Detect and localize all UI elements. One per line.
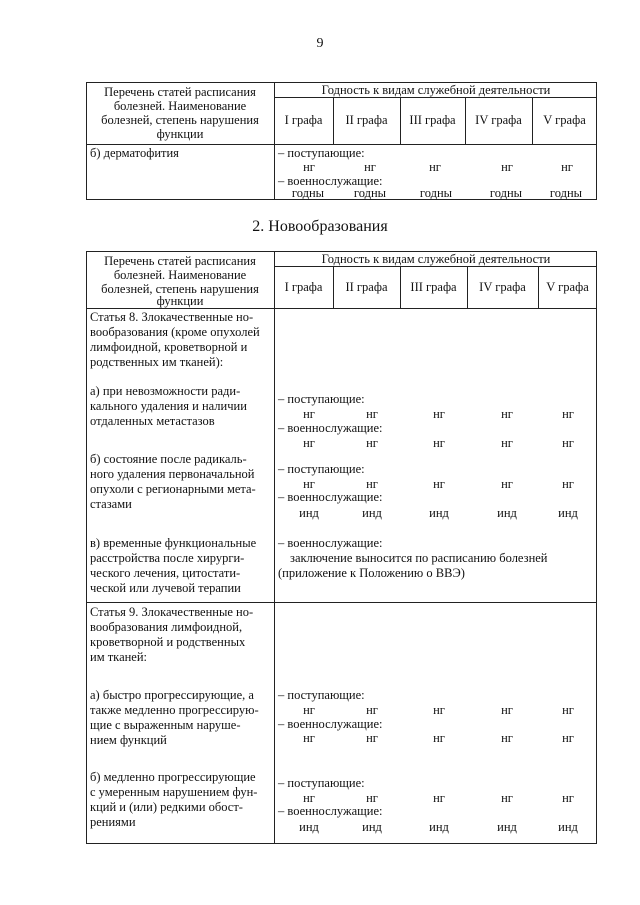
column-header-1: I графа	[284, 113, 323, 127]
note-line: (приложение к Положению о ВВЭ)	[278, 566, 465, 580]
value-cell: инд	[429, 506, 449, 520]
article-line: кроветворной и родственных	[90, 635, 246, 649]
value-cell: нг	[501, 160, 513, 174]
article-divider	[86, 602, 597, 603]
applicants-label: – поступающие:	[278, 392, 365, 406]
disease-name: б) дерматофития	[90, 146, 179, 160]
column-divider	[274, 82, 275, 200]
note-line: заключение выносится по расписанию болезней	[290, 551, 548, 565]
value-cell: нг	[561, 160, 573, 174]
servicemen-label: – военнослужащие:	[278, 490, 383, 504]
row-line: опухоли с регионарными мета-	[90, 482, 256, 496]
value-cell: инд	[299, 820, 319, 834]
value-cell: нг	[562, 477, 574, 491]
value-cell: инд	[558, 506, 578, 520]
list-header-line: болезней, степень нарушения	[101, 113, 259, 127]
row-line: с умеренным нарушением фун-	[90, 785, 258, 799]
column-header-5: V графа	[546, 280, 589, 294]
column-divider	[274, 251, 275, 844]
row-line: также медленно прогрессирую-	[90, 703, 259, 717]
servicemen-label: – военнослужащие:	[278, 717, 383, 731]
article-line: лимфоидной, кроветворной и	[90, 340, 248, 354]
value-cell: нг	[501, 477, 513, 491]
value-cell: годны	[419, 186, 453, 200]
value-cell: нг	[562, 791, 574, 805]
column-header-4: IV графа	[475, 113, 522, 127]
row-line: нием функций	[90, 733, 167, 747]
value-cell: нг	[562, 703, 574, 717]
value-cell: нг	[562, 407, 574, 421]
row-line: ческой или лучевой терапии	[90, 581, 241, 595]
column-header-4: IV графа	[479, 280, 526, 294]
list-header-line: Перечень статей расписания	[104, 85, 256, 99]
value-cell: нг	[433, 407, 445, 421]
row-line: а) при невозможности ради-	[90, 384, 241, 398]
value-cell: нг	[501, 731, 513, 745]
column-header-3: III графа	[409, 113, 456, 127]
row-line: стазами	[90, 497, 132, 511]
applicants-label: – поступающие:	[278, 462, 365, 476]
value-cell: нг	[303, 407, 315, 421]
value-cell: годны	[549, 186, 583, 200]
applicants-label: – поступающие:	[278, 776, 365, 790]
row-line: б) состояние после радикаль-	[90, 452, 247, 466]
value-cell: нг	[429, 160, 441, 174]
value-cell: нг	[303, 436, 315, 450]
value-cell: нг	[562, 436, 574, 450]
list-header-line: функции	[156, 127, 204, 141]
value-cell: инд	[299, 506, 319, 520]
row-line: расстройства после хирурги-	[90, 551, 245, 565]
row-line: кального удаления и наличии	[90, 399, 247, 413]
header-bottom-line	[86, 144, 597, 145]
value-cell: инд	[362, 820, 382, 834]
value-cell: нг	[366, 703, 378, 717]
list-header-line: функции	[156, 294, 204, 308]
value-cell: инд	[497, 506, 517, 520]
list-header-line: Перечень статей расписания	[104, 254, 256, 268]
value-cell: нг	[562, 731, 574, 745]
value-cell: инд	[497, 820, 517, 834]
value-cell: нг	[433, 731, 445, 745]
value-cell: нг	[303, 791, 315, 805]
value-cell: нг	[366, 791, 378, 805]
article-line: вообразования (кроме опухолей	[90, 325, 260, 339]
row-line: в) временные функциональные	[90, 536, 257, 550]
value-cell: нг	[501, 436, 513, 450]
value-cell: нг	[366, 731, 378, 745]
list-header-line: болезней. Наименование	[113, 268, 247, 282]
value-cell: инд	[362, 506, 382, 520]
value-cell: нг	[433, 703, 445, 717]
value-cell: нг	[303, 731, 315, 745]
servicemen-label: – военнослужащие:	[278, 804, 383, 818]
article-line: вообразования лимфоидной,	[90, 620, 243, 634]
servicemen-label: – военнослужащие:	[278, 174, 383, 188]
page-number: 9	[316, 36, 324, 51]
value-cell: нг	[501, 407, 513, 421]
column-header-3: III графа	[410, 280, 457, 294]
value-cell: нг	[364, 160, 376, 174]
article-line: им тканей:	[90, 650, 148, 664]
column-header-5: V графа	[543, 113, 586, 127]
column-header-2: II графа	[345, 113, 388, 127]
row-line: кций и (или) редкими обост-	[90, 800, 243, 814]
servicemen-label: – военнослужащие:	[278, 421, 383, 435]
list-header-line: болезней. Наименование	[113, 99, 247, 113]
value-cell: нг	[366, 477, 378, 491]
column-header-1: I графа	[284, 280, 323, 294]
servicemen-label: – военнослужащие:	[278, 536, 383, 550]
value-cell: годны	[353, 186, 387, 200]
value-cell: инд	[558, 820, 578, 834]
article-line: Статья 8. Злокачественные но-	[90, 310, 254, 324]
applicants-label: – поступающие:	[278, 688, 365, 702]
value-cell: нг	[433, 791, 445, 805]
value-cell: нг	[433, 436, 445, 450]
value-cell: годны	[291, 186, 325, 200]
value-cell: нг	[366, 407, 378, 421]
row-line: ческого лечения, цитостати-	[90, 566, 241, 580]
value-cell: инд	[429, 820, 449, 834]
article-line: родственных им тканей):	[90, 355, 224, 369]
fitness-header: Годность к видам служебной деятельности	[321, 83, 551, 97]
row-line: б) медленно прогрессирующие	[90, 770, 256, 784]
row-line: ного удаления первоначальной	[90, 467, 255, 481]
row-line: щие с выраженным наруше-	[90, 718, 241, 732]
row-line: рениями	[90, 815, 136, 829]
value-cell: нг	[303, 477, 315, 491]
applicants-label: – поступающие:	[278, 146, 365, 160]
article-line: Статья 9. Злокачественные но-	[90, 605, 254, 619]
value-cell: нг	[501, 703, 513, 717]
list-header-line: болезней, степень нарушения	[101, 282, 259, 296]
value-cell: годны	[489, 186, 523, 200]
value-cell: нг	[303, 160, 315, 174]
column-header-2: II графа	[345, 280, 388, 294]
value-cell: нг	[433, 477, 445, 491]
value-cell: нг	[501, 791, 513, 805]
row-line: отдаленных метастазов	[90, 414, 215, 428]
fitness-header: Годность к видам служебной деятельности	[321, 252, 551, 266]
section-title: 2. Новообразования	[252, 218, 388, 235]
value-cell: нг	[303, 703, 315, 717]
value-cell: нг	[366, 436, 378, 450]
row-line: а) быстро прогрессирующие, а	[90, 688, 254, 702]
